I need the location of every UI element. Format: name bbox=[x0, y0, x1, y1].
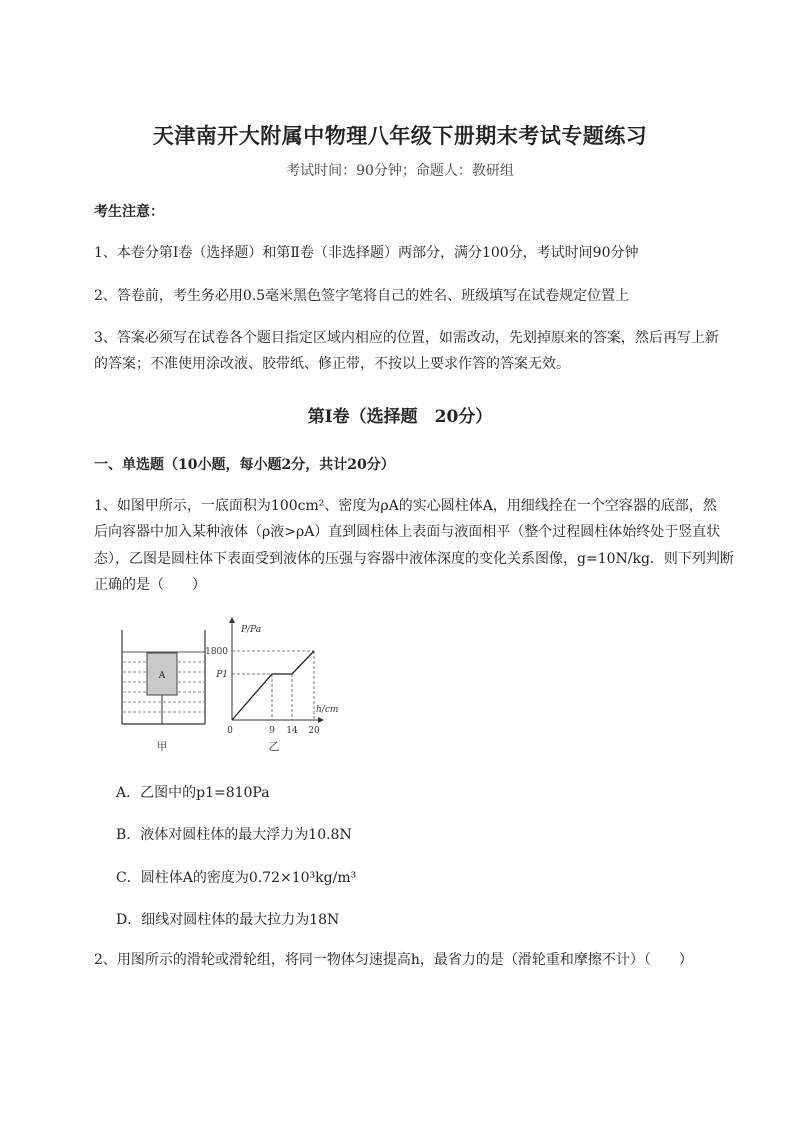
x-tick-20: 20 bbox=[308, 726, 320, 736]
caption-jia: 甲 bbox=[156, 740, 168, 753]
x-axis-label: h/cm bbox=[316, 705, 339, 715]
q1-line-1: 1、如图甲所示，一底面积为100cm²、密度为ρA的实心圆柱体A，用细线拴在一个空容器的底部，然 bbox=[94, 498, 717, 514]
y-tick-1800: 1800 bbox=[205, 647, 228, 657]
q1-option-d[interactable]: D．细线对圆柱体的最大拉力为18N bbox=[116, 912, 340, 928]
q1-option-c[interactable]: C．圆柱体A的密度为0.72×10³kg/m³ bbox=[116, 870, 357, 886]
notice-heading: 考生注意： bbox=[94, 204, 164, 220]
x-tick-9: 9 bbox=[269, 726, 275, 736]
notice-item-3-cont: 的答案；不准使用涂改液、胶带纸、修正带，不按以上要求作答的答案无效。 bbox=[94, 356, 570, 372]
q1-line-4: 正确的是（ ） bbox=[94, 577, 206, 593]
q1-option-a[interactable]: A．乙图中的p1=810Pa bbox=[116, 785, 270, 801]
q2-text: 2、用图所示的滑轮或滑轮组，将同一物体匀速提高h，最省力的是（滑轮重和摩擦不计）（ ） bbox=[94, 952, 693, 968]
container-diagram bbox=[122, 630, 205, 753]
section-title: 第I卷（选择题 20分） bbox=[307, 407, 493, 427]
x-tick-14: 14 bbox=[286, 726, 298, 736]
notice-item-2: 2、答卷前，考生务必用0.5毫米黑色签字笔将自己的姓名、班级填写在试卷规定位置上 bbox=[94, 288, 630, 304]
q1-option-b[interactable]: B．液体对圆柱体的最大浮力为10.8N bbox=[116, 827, 352, 843]
pressure-graph bbox=[205, 617, 338, 753]
part-heading: 一、单选题（10小题，每小题2分，共计20分） bbox=[94, 457, 395, 473]
caption-yi: 乙 bbox=[268, 740, 280, 753]
notice-item-1: 1、本卷分第I卷（选择题）和第Ⅱ卷（非选择题）两部分，满分100分，考试时间90分钟 bbox=[94, 245, 639, 261]
cylinder-label: A bbox=[158, 671, 166, 681]
q1-figure bbox=[110, 612, 370, 762]
notice-item-3: 3、答案必须写在试卷各个题目指定区域内相应的位置，如需改动，先划掉原来的答案，然后再写上新 bbox=[94, 330, 719, 346]
y-axis-label: P/Pa bbox=[241, 625, 262, 635]
y-tick-p1: P1 bbox=[216, 670, 228, 680]
q1-line-2: 后向容器中加入某种液体（ρ液>ρA）直到圆柱体上表面与液面相平（整个过程圆柱体始终处于竖直状 bbox=[94, 524, 721, 540]
origin-label: 0 bbox=[227, 726, 233, 736]
page-title: 天津南开大附属中物理八年级下册期末考试专题练习 bbox=[152, 123, 648, 148]
pressure-curve bbox=[232, 651, 314, 720]
exam-info: 考试时间：90分钟；命题人：教研组 bbox=[286, 163, 514, 179]
q1-line-3: 态），乙图是圆柱体下表面受到液体的压强与容器中液体深度的变化关系图像，g=10N/kg．则下列判断 bbox=[94, 551, 734, 567]
